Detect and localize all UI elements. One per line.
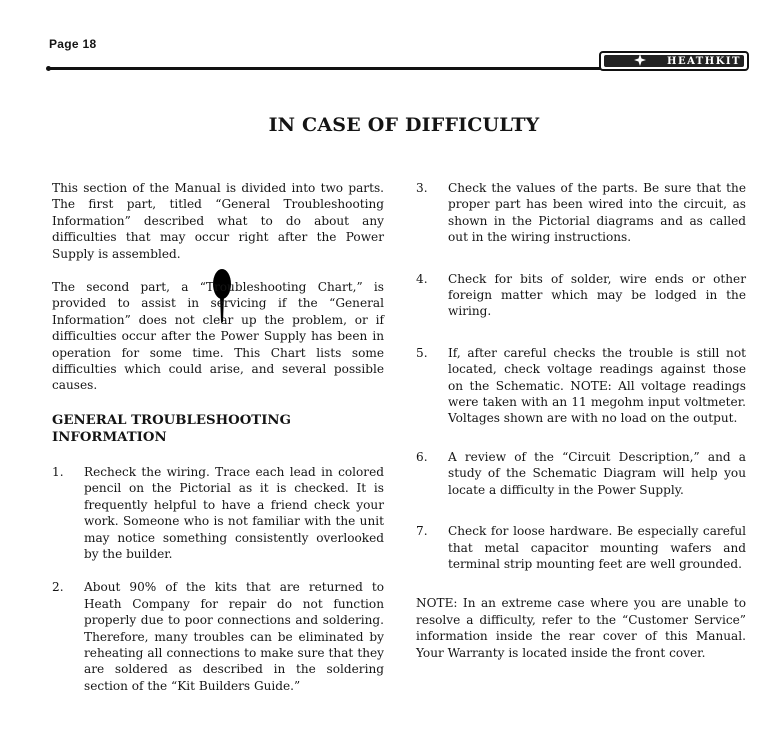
item-text: Recheck the wiring. Trace each lead in colored pencil on the Pictorial as it is checked. It is frequently helpful to have a friend check your work. Someone who is not familiar with the unit may notice something consistently overlooked by the builder. (84, 464, 384, 561)
section-subhead: GENERAL TROUBLESHOOTING INFORMATION (52, 412, 291, 445)
item-number: 5. (416, 345, 428, 360)
chart-paragraph: The second part, a “Troubleshooting Chart,” is provided to assist in servicing if the “General Information” does not clear up the problem, or if difficulties occur after the Power Supply has been in operation for some time. This Chart lists some difficulties which could arise, and several possible causes. (52, 280, 384, 393)
item-number: 6. (416, 449, 428, 464)
page-label: Page 18 (49, 37, 97, 51)
list-item (52, 464, 384, 562)
item-number: 1. (52, 464, 64, 479)
intro-paragraph: This section of the Manual is divided into two parts. The first part, titled “General Troubleshooting Information” described what to do about any difficulties that may occur right after the Power Supply is assembled. (52, 181, 384, 261)
item-text: Check the values of the parts. Be sure that the proper part has been wired into the circuit, as shown in the Pictorial diagrams and as called out in the wiring instructions. (448, 181, 746, 245)
right-column (416, 180, 746, 661)
item-number: 7. (416, 524, 428, 539)
list-item (52, 579, 384, 694)
list-item (416, 271, 746, 320)
left-column (52, 180, 384, 694)
item-number: 2. (52, 580, 64, 595)
item-text: A review of the “Circuit Description,” and a study of the Schematic Diagram will help you locate a difficulty in the Power Supply. (448, 449, 746, 497)
item-number: 4. (416, 271, 428, 286)
logo-text: HEATHKIT (667, 55, 741, 67)
item-text: About 90% of the kits that are returned to Heath Company for repair do not function properly due to poor connections and soldering. Therefore, many troubles can be eliminated by reheating all connections to make sure that they are soldered as described in the soldering section of the “Kit Builders Guide.” (84, 580, 384, 693)
list-item (416, 449, 746, 498)
item-text: If, after careful checks the trouble is still not located, check voltage readings against those on the Schematic. NOTE: All voltage readings were taken with an 11 megohm input voltmeter. Voltages shown are with no load on the output. (448, 345, 746, 426)
customer-service-note: NOTE: In an extreme case where you are unable to resolve a difficulty, refer to the “Customer Service” information inside the rear cover of this Manual. Your Warranty is located inside the front cover. (416, 596, 746, 660)
page-title: IN CASE OF DIFFICULTY (268, 114, 540, 136)
header-rule (48, 67, 603, 70)
list-item (416, 345, 746, 427)
list-item (416, 180, 746, 246)
item-text: Check for loose hardware. Be especially careful that metal capacitor mounting wafers and terminal strip mounting feet are well grounded. (448, 524, 746, 571)
item-text: Check for bits of solder, wire ends or other foreign matter which may be lodged in the wiring. (448, 271, 746, 319)
list-item (416, 523, 746, 572)
heathkit-logo (599, 51, 749, 71)
item-number: 3. (416, 181, 428, 195)
heathkit-emblem-icon (633, 54, 647, 66)
